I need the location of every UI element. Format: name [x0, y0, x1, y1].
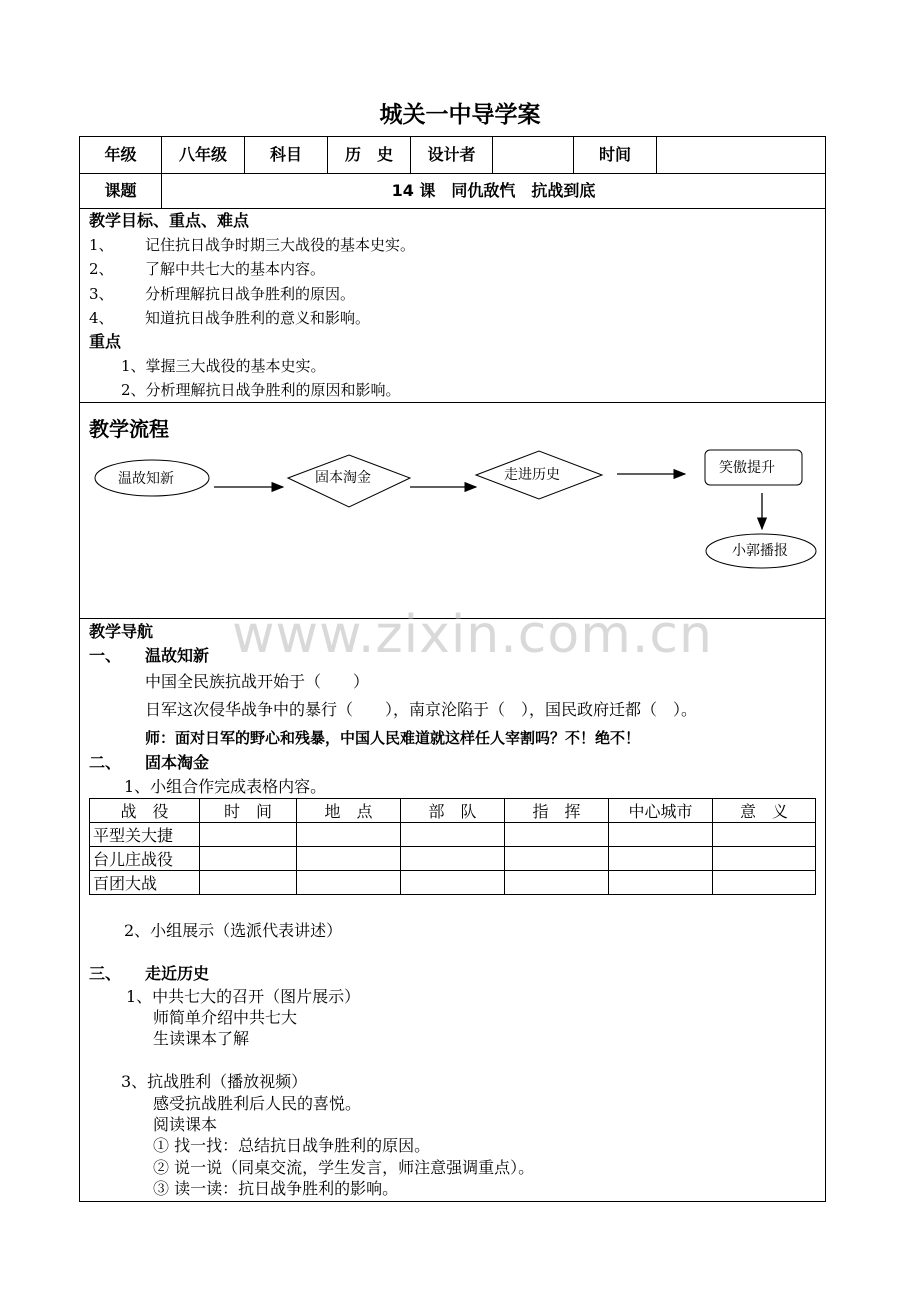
goal-number: 2、	[89, 260, 114, 278]
table-cell[interactable]	[609, 847, 713, 871]
section-number: 三、	[89, 964, 122, 983]
battle-name: 台儿庄战役	[90, 847, 200, 871]
watermark: www.zixin.com.cn	[232, 605, 713, 665]
history-task: ① 找一找：总结抗日战争胜利的原因。	[153, 1136, 431, 1155]
table-header: 中心城市	[609, 799, 713, 823]
table-cell[interactable]	[401, 871, 505, 895]
history-item: 1、中共七大的召开（图片展示）	[126, 987, 361, 1006]
key-points-heading: 重点	[89, 332, 122, 351]
battle-table	[89, 798, 816, 895]
section-number: 二、	[89, 753, 122, 772]
lesson-plan-frame	[79, 136, 826, 1202]
table-cell[interactable]	[609, 871, 713, 895]
table-cell[interactable]	[505, 847, 609, 871]
subject-label: 科目	[269, 145, 302, 164]
teacher-remark: 师：面对日军的野心和残暴，中国人民难道就这样任人宰割吗？不！绝不！	[145, 729, 641, 747]
group-task: 1、小组合作完成表格内容。	[124, 777, 327, 796]
table-cell[interactable]	[505, 823, 609, 847]
goal-text: 了解中共七大的基本内容。	[145, 260, 326, 278]
table-cell[interactable]	[200, 847, 297, 871]
flow-node-consolidate: 固本淘金	[315, 470, 371, 486]
guide-heading: 教学导航	[89, 622, 154, 641]
table-row	[90, 847, 816, 871]
grade-value: 八年级	[178, 145, 227, 164]
table-cell[interactable]	[297, 871, 401, 895]
battle-name: 平型关大捷	[90, 823, 200, 847]
goal-text: 知道抗日战争胜利的意义和影响。	[145, 309, 371, 327]
subject-value: 历 史	[344, 145, 393, 164]
history-item: 3、抗战胜利（播放视频）	[121, 1072, 308, 1091]
key-point: 1、掌握三大战役的基本史实。	[121, 357, 326, 375]
section-number: 一、	[89, 646, 122, 665]
flow-node-history: 走进历史	[504, 467, 560, 483]
section-title-history: 走近历史	[145, 964, 210, 983]
history-subitem: 感受抗战胜利后人民的喜悦。	[153, 1094, 362, 1113]
table-header: 指 挥	[505, 799, 609, 823]
table-header: 部 队	[401, 799, 505, 823]
section-title-review: 温故知新	[145, 646, 210, 665]
designer-label: 设计者	[427, 145, 476, 164]
history-subitem: 阅读课本	[153, 1115, 218, 1134]
table-cell[interactable]	[609, 823, 713, 847]
table-header: 战 役	[90, 799, 200, 823]
history-task: ③ 读一读：抗日战争胜利的影响。	[153, 1179, 399, 1198]
table-header: 意 义	[713, 799, 816, 823]
goal-number: 3、	[89, 285, 114, 303]
table-cell[interactable]	[297, 847, 401, 871]
review-question: 中国全民族抗战开始于（ ）	[145, 672, 370, 691]
history-task: ② 说一说（同桌交流，学生发言，师注意强调重点）。	[153, 1158, 535, 1177]
key-point: 2、分析理解抗日战争胜利的原因和影响。	[121, 381, 401, 399]
table-cell[interactable]	[297, 823, 401, 847]
grade-label: 年级	[104, 145, 137, 164]
table-cell[interactable]	[713, 871, 816, 895]
goals-heading: 教学目标、重点、难点	[89, 211, 250, 230]
document-title: 城关一中导学案	[379, 102, 541, 128]
goal-text: 记住抗日战争时期三大战役的基本史实。	[145, 236, 416, 254]
table-header: 地 点	[297, 799, 401, 823]
review-question: 日军这次侵华战争中的暴行（ ），南京沦陷于（ ），国民政府迁都（ ）。	[145, 700, 698, 719]
table-cell[interactable]	[713, 847, 816, 871]
flow-heading: 教学流程	[89, 417, 169, 441]
goal-number: 4、	[89, 309, 114, 327]
flow-node-review: 温故知新	[118, 471, 174, 487]
table-cell[interactable]	[401, 847, 505, 871]
history-subitem: 生读课本了解	[153, 1029, 250, 1048]
table-cell[interactable]	[401, 823, 505, 847]
flow-node-report: 小郭播报	[732, 543, 788, 559]
time-label: 时间	[598, 145, 631, 164]
section-title-consolidate: 固本淘金	[145, 753, 210, 772]
group-presentation: 2、小组展示（选派代表讲述）	[124, 921, 343, 940]
table-row	[90, 823, 816, 847]
topic-value: 14 课 同仇敌忾 抗战到底	[391, 181, 596, 200]
table-cell[interactable]	[200, 871, 297, 895]
table-cell[interactable]	[200, 823, 297, 847]
goal-number: 1、	[89, 236, 114, 254]
goal-text: 分析理解抗日战争胜利的原因。	[145, 285, 356, 303]
topic-label: 课题	[104, 181, 137, 200]
table-cell[interactable]	[505, 871, 609, 895]
table-header: 时 间	[200, 799, 297, 823]
flow-diagram	[80, 137, 825, 618]
battle-name: 百团大战	[90, 871, 200, 895]
table-header-row	[90, 799, 816, 823]
table-cell[interactable]	[713, 823, 816, 847]
table-row	[90, 871, 816, 895]
flow-node-advance: 笑傲提升	[719, 460, 775, 476]
history-subitem: 师简单介绍中共七大	[153, 1008, 298, 1027]
